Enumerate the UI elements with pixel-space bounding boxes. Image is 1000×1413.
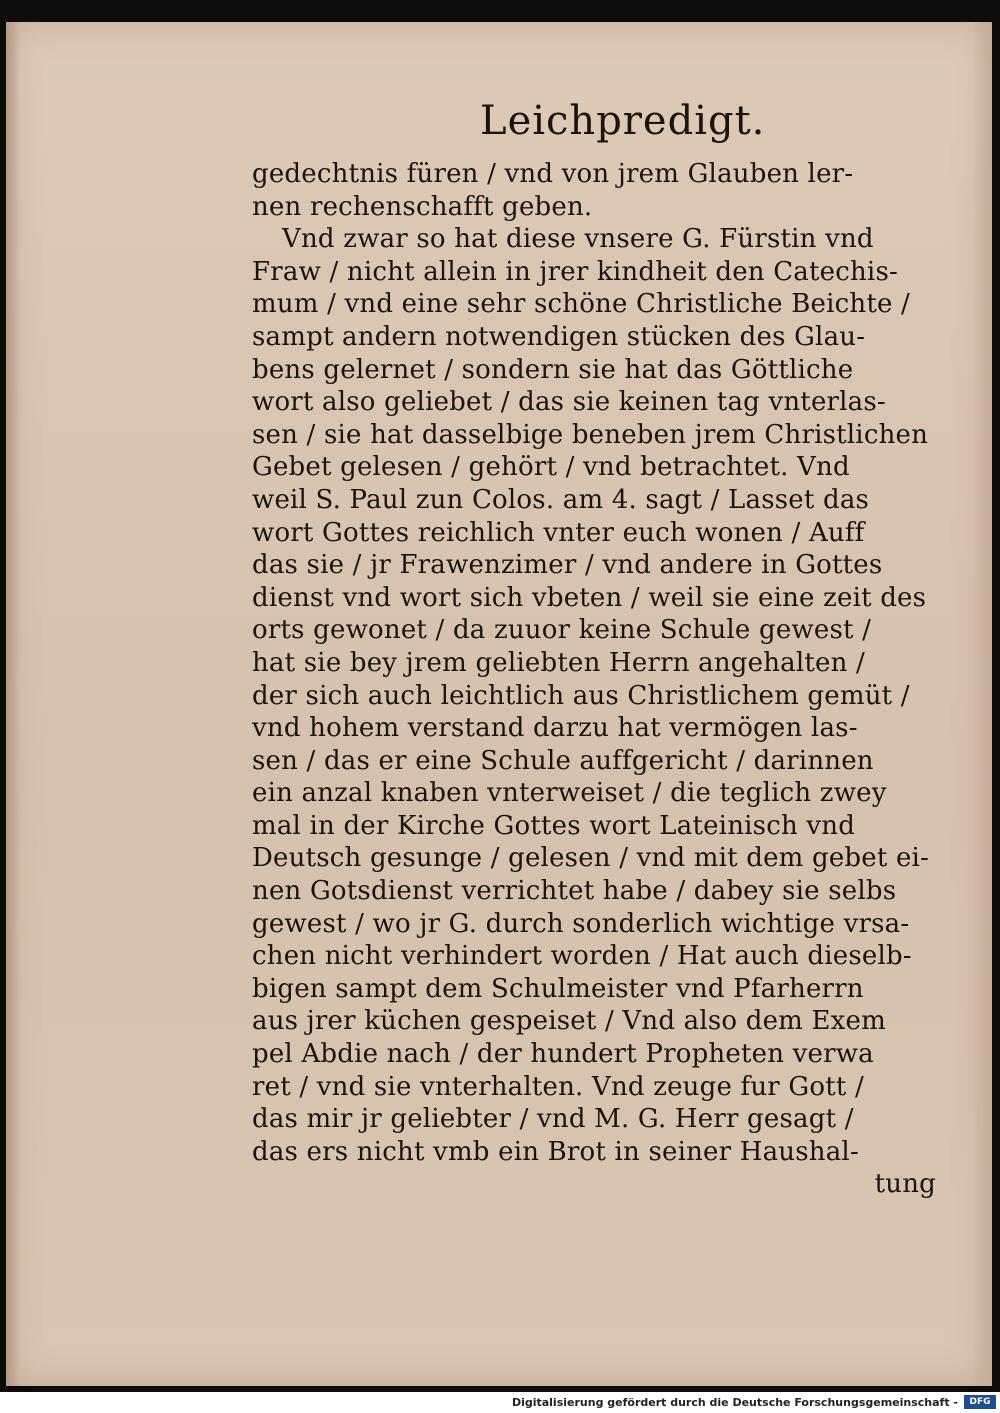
text-line: hat sie bey jrem geliebten Herrn angehalten / (252, 647, 865, 678)
text-line: bigen sampt dem Schulmeister vnd Pfarherrn (252, 973, 864, 1004)
text-line: wort Gottes reichlich vnter euch wonen / Auff (252, 517, 865, 548)
text-line: der sich auch leichtlich aus Christlichem gemüt / (252, 680, 910, 711)
text-line: mum / vnd eine sehr schöne Christliche Beichte / (252, 289, 910, 320)
text-line: sampt andern notwendigen stücken des Glau- (252, 321, 866, 352)
text-line: das ers nicht vmb ein Brot in seiner Haushal- (252, 1136, 859, 1167)
text-line: wort also geliebet / das sie keinen tag vnterlas- (252, 387, 886, 418)
text-line: dienst vnd wort sich vbeten / weil sie eine zeit des (252, 582, 927, 613)
text-line: ret / vnd sie vnterhalten. Vnd zeuge fur Gott / (252, 1071, 864, 1102)
text-line: Vnd zwar so hat diese vnsere G. Fürstin vnd (282, 224, 874, 255)
catchword: tung (874, 1169, 936, 1200)
text-line: pel Abdie nach / der hundert Propheten verwa (252, 1039, 874, 1070)
text-line: aus jrer küchen gespeiset / Vnd also dem Exem (252, 1006, 886, 1037)
text-line: das sie / jr Frawenzimer / vnd andere in Gottes (252, 550, 883, 581)
page-left-edge (6, 22, 20, 1386)
text-line: Deutsch gesunge / gelesen / vnd mit dem gebet ei- (252, 843, 930, 874)
text-line: vnd hohem verstand darzu hat vermögen las- (252, 713, 858, 744)
text-line: das mir jr geliebter / vnd M. G. Herr gesagt / (252, 1104, 854, 1135)
dfg-logo: DFG (964, 1395, 996, 1409)
text-line: nen Gotsdienst verrichtet habe / dabey sie selbs (252, 876, 897, 907)
text-line: bens gelernet / sondern sie hat das Göttliche (252, 354, 854, 385)
body-text (252, 158, 942, 1201)
text-line: gewest / wo jr G. durch sonderlich wichtige vrsa- (252, 908, 910, 939)
text-line: ein anzal knaben vnterweiset / die teglich zwey (252, 778, 887, 809)
text-line: nen rechenschafft geben. (252, 191, 593, 222)
funding-credit: Digitalisierung gefördert durch die Deutsche Forschungsgemeinschaft - (511, 1396, 958, 1409)
text-line: sen / das er eine Schule auffgericht / darinnen (252, 745, 874, 776)
text-line: weil S. Paul zun Colos. am 4. sagt / Lasset das (252, 484, 870, 515)
text-line: mal in der Kirche Gottes wort Lateinisch vnd (252, 810, 856, 841)
running-head: Leichpredigt. (480, 98, 766, 144)
text-line: Fraw / nicht allein in jrer kindheit den Catechis- (252, 256, 898, 287)
text-line: Gebet gelesen / gehört / vnd betrachtet. Vnd (252, 452, 850, 483)
text-line: gedechtnis füren / vnd von jrem Glauben ler- (252, 159, 854, 189)
text-line: orts gewonet / da zuuor keine Schule gewest / (252, 615, 872, 646)
text-line: chen nicht verhindert worden / Hat auch dieselb- (252, 941, 912, 972)
page-right-edge (972, 22, 992, 1386)
text-line: sen / sie hat dasselbige beneben jrem Christlichen (252, 419, 929, 450)
